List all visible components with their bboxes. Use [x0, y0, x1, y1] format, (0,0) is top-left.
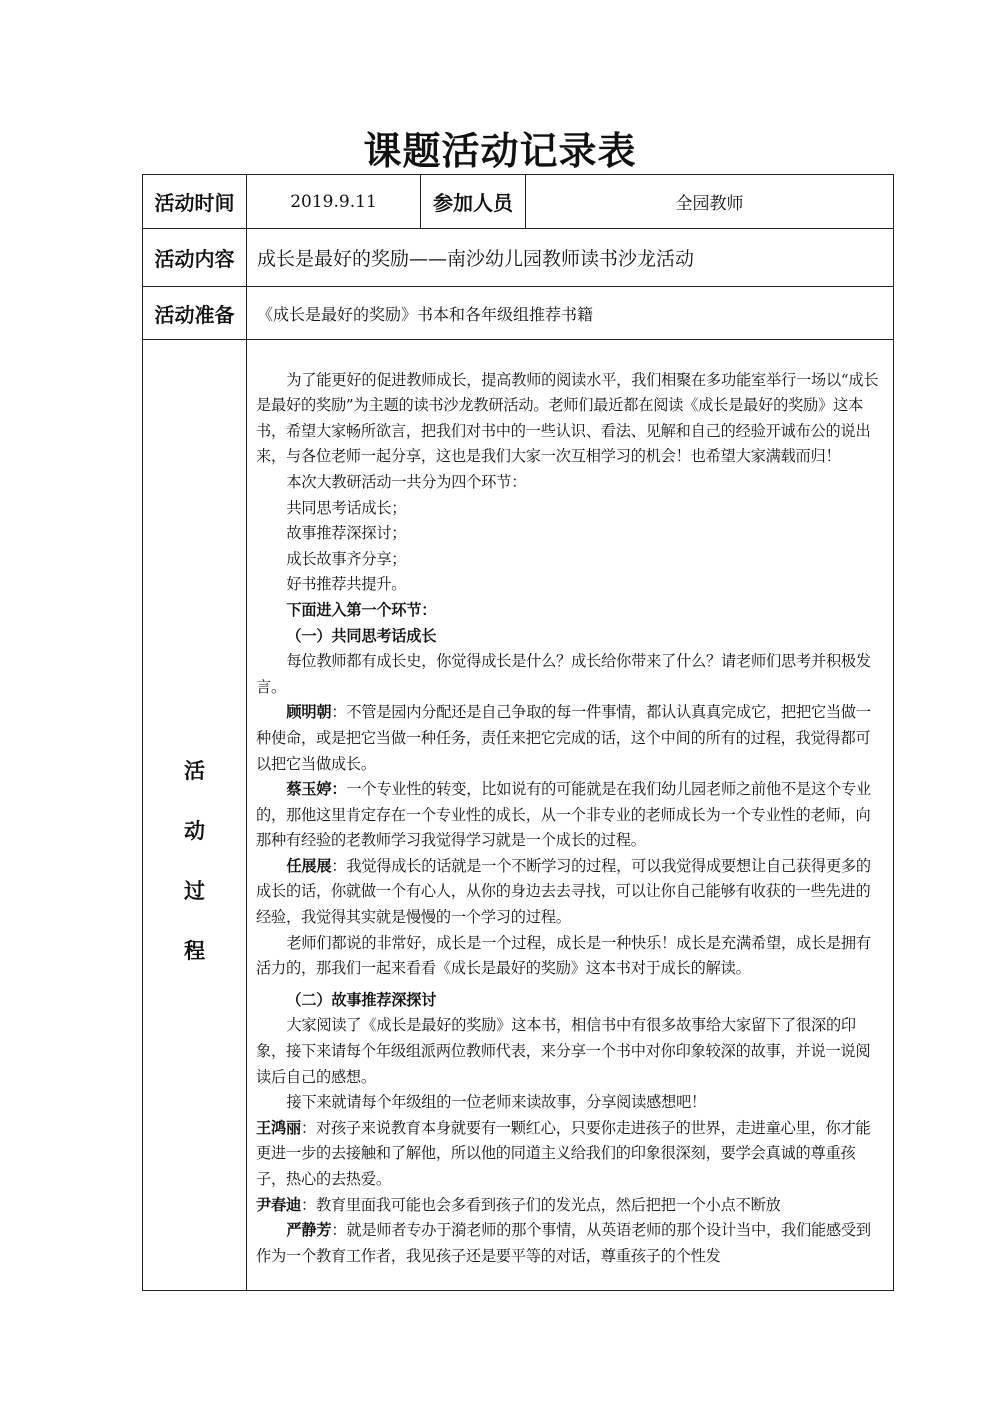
step-item: 故事推荐深探讨； — [286, 524, 407, 543]
speaker-paragraph — [256, 1218, 885, 1269]
speaker-paragraph — [256, 1193, 885, 1219]
process-body — [247, 340, 894, 1291]
label-participants: 参加人员 — [421, 175, 526, 229]
label-activity-content: 活动内容 — [143, 229, 247, 287]
speaker-name: 顾明朝 — [286, 703, 332, 722]
step-item: 好书推荐共提升。 — [286, 575, 407, 594]
process-label-char: 活 — [184, 759, 205, 783]
value-participants: 全园教师 — [526, 175, 894, 229]
steps-intro: 本次大教研活动一共分为四个环节： — [286, 472, 527, 491]
speaker-text: ：不管是园内分配还是自己争取的每一件事情，都认认真真完成它，把把它当做一种使命，或是把它当做一种任务，责任来把它完成的话，这个中间的所有的过程，我觉得都可以把它当做成长。 — [256, 703, 871, 773]
speaker-text: ：教育里面我可能也会多看到孩子们的发光点，然后把把一个小点不断放 — [300, 1195, 781, 1214]
row-activity-time — [143, 175, 894, 229]
row-activity-content — [143, 229, 894, 287]
speaker-name: 王鸿丽 — [256, 1118, 301, 1137]
process-label-char: 程 — [184, 939, 205, 963]
value-activity-time: 2019.9.11 — [247, 175, 421, 229]
speaker-paragraph — [256, 700, 885, 777]
speaker-text: ：就是师者专办于漪老师的那个事情，从英语老师的那个设计当中，我们能感受到作为一个教育工作者，我见孩子还是要平等的对话，尊重孩子的个性发 — [256, 1221, 871, 1265]
speaker-paragraph — [256, 777, 885, 854]
value-activity-content: 成长是最好的奖励——南沙幼儿园教师读书沙龙活动 — [247, 229, 894, 287]
process-intro: 为了能更好的促进教师成长，提高教师的阅读水平，我们相聚在多功能室举行一场以“成长是最好的奖励”为主题的读书沙龙教研活动。老师们最近都在阅读《成长是最好的奖励》这本书，希望大家畅所欲言，把我们对书中的一些认识、看法、见解和自己的经验开诚布公的说出来，与各位老师一起分享，这也是我们大家一次互相学习的机会！也希望大家满载而归！ — [256, 370, 879, 466]
label-activity-prep: 活动准备 — [143, 287, 247, 340]
section-1-text: 每位教师都有成长史，你觉得成长是什么？成长给你带来了什么？请老师们思考并积极发言。 — [256, 652, 871, 696]
value-activity-prep: 《成长是最好的奖励》书本和各年级组推荐书籍 — [247, 287, 894, 340]
step-item: 成长故事齐分享； — [286, 549, 407, 568]
section-2-text: 大家阅读了《成长是最好的奖励》这本书，相信书中有很多故事给大家留下了很深的印象，接下来请每个年级组派两位教师代表，来分享一个书中对你印象较深的故事，并说一说阅读后自己的感想。 — [256, 1016, 871, 1086]
speaker-paragraph — [256, 1116, 885, 1193]
section-2-next: 接下来就请每个年级组的一位老师来读故事，分享阅读感想吧！ — [286, 1093, 707, 1112]
row-activity-prep — [143, 287, 894, 340]
label-activity-process — [143, 340, 247, 1291]
speaker-text: ：对孩子来说教育本身就要有一颗红心，只要你走进孩子的世界，走进童心里，你才能更进一步的去接触和了解他，所以他的同道主义给我们的印象很深刻，要学会真诚的尊重孩子，热心的去热爱。 — [256, 1118, 871, 1189]
speaker-text: ：我觉得成长的话就是一个不断学习的过程，可以我觉得成要想让自己获得更多的成长的话，你就做一个有心人，从你的身边去去寻找，可以让你自己能够有收获的一些先进的经验，我觉得其实就是慢慢的一个学习的过程。 — [256, 856, 871, 927]
speaker-paragraph — [256, 854, 885, 931]
speaker-name: 任展展 — [286, 856, 332, 875]
process-label-char: 过 — [184, 879, 205, 903]
process-label-char: 动 — [184, 819, 205, 843]
label-activity-time: 活动时间 — [143, 175, 247, 229]
speaker-name: 蔡玉婷： — [286, 780, 347, 799]
speaker-text: 一个专业性的转变，比如说有的可能就是在我们幼儿园老师之前他不是这个专业的，那他这里肯定存在一个专业性的成长，从一个非专业的老师成长为一个专业性的老师，向那种有经验的老教师学习我觉得学习就是一个成长的过程。 — [256, 780, 871, 850]
speaker-name: 严静芳 — [286, 1221, 332, 1240]
record-table — [142, 174, 894, 1291]
speaker-name: 尹春迪 — [256, 1195, 301, 1214]
next-section-heading: 下面进入第一个环节： — [286, 600, 437, 619]
row-activity-process — [143, 340, 894, 1291]
section-2-title: （二）故事推荐深探讨 — [286, 990, 437, 1009]
section-1-summary: 老师们都说的非常好，成长是一个过程，成长是一种快乐！成长是充满希望，成长是拥有活力的，那我们一起来看看《成长是最好的奖励》这本书对于成长的解读。 — [256, 933, 871, 978]
step-item: 共同思考话成长； — [286, 498, 407, 517]
page-title: 课题活动记录表 — [363, 129, 637, 173]
section-1-title: （一）共同思考话成长 — [286, 626, 437, 645]
